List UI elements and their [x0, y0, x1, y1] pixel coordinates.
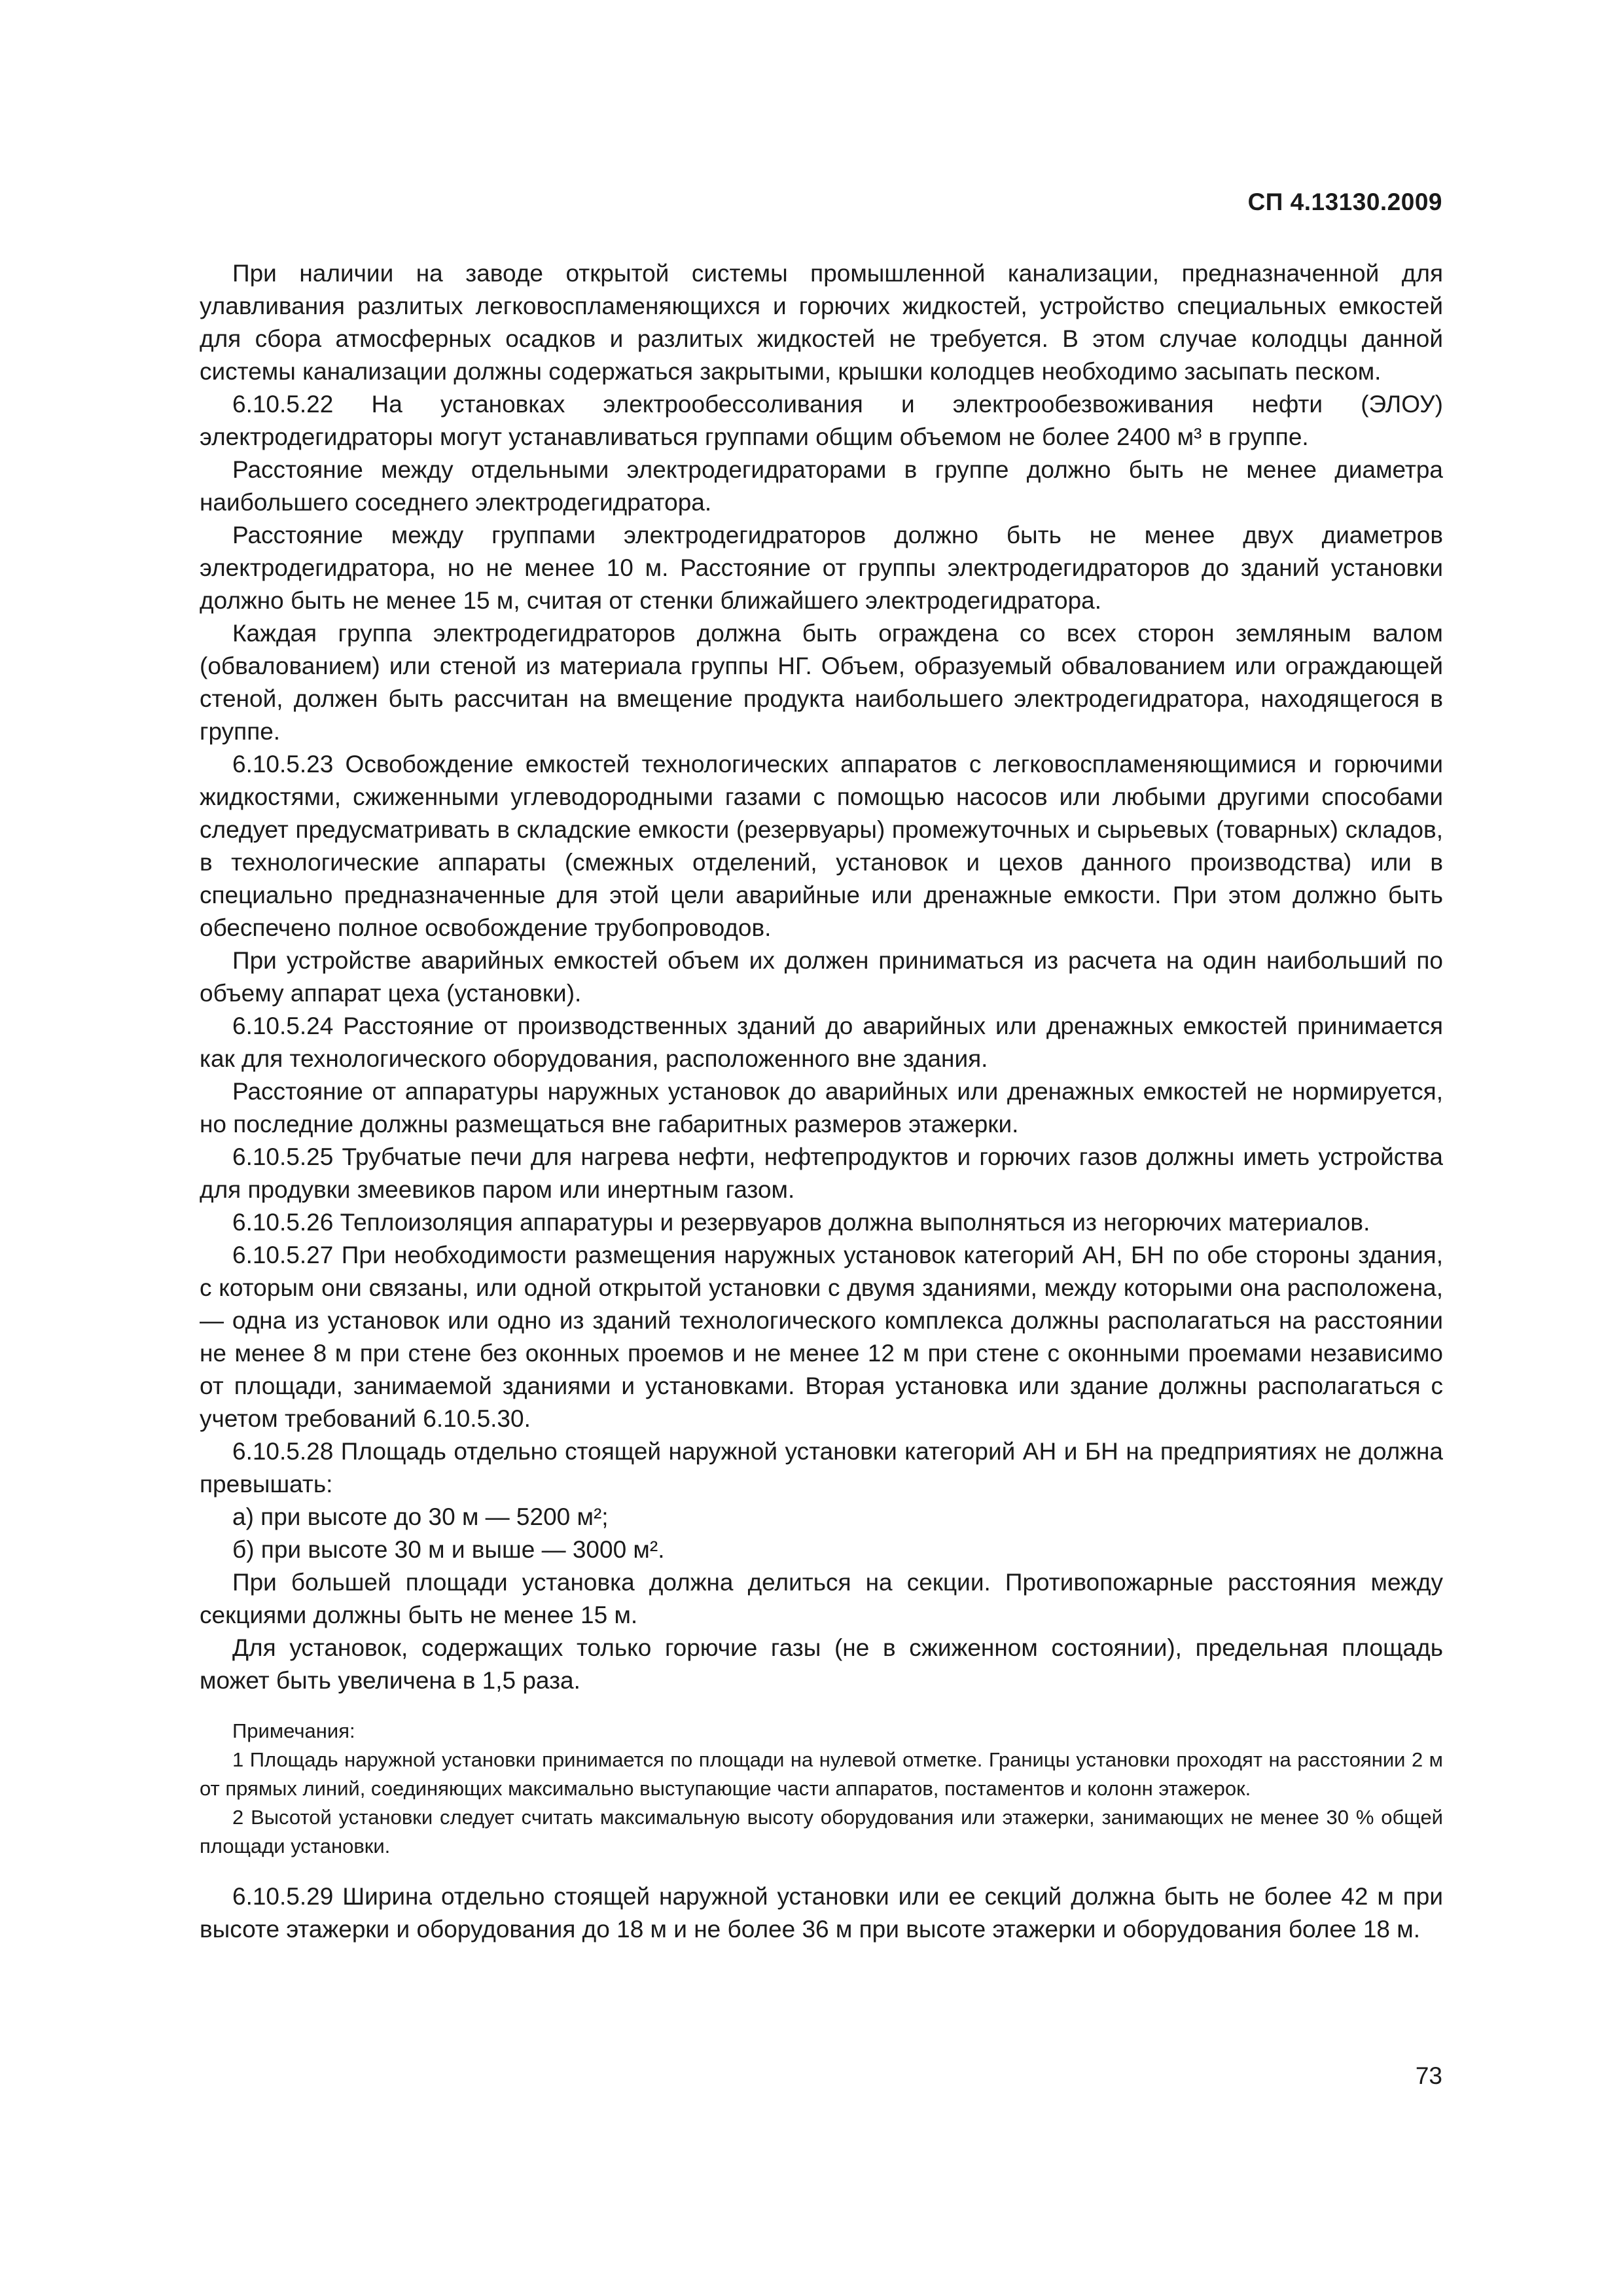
paragraph: 6.10.5.24 Расстояние от производственных зданий до аварийных или дренажных емкостей принимается как для технологического оборудования, расположенного вне здания. — [200, 1013, 1443, 1072]
paragraph: 6.10.5.27 При необходимости размещения наружных установок категорий АН, БН по обе стороны здания, с которым они связаны, или одной открытой установки с двумя зданиями, между которыми она расположена, — одна из установок или одно из зданий технологического комплекса должны располагаться на расстоянии не менее 8 м при стене без оконных проемов и не менее 12 м при стене с оконными проемами независимо от площади, занимаемой зданиями и установками. Вторая установка или здание должны располагаться с учетом требований 6.10.5.30. — [200, 1242, 1443, 1432]
paragraph: 6.10.5.23 Освобождение емкостей технологических аппаратов с легковоспламеняющимися и горючими жидкостями, сжиженными углеводородными газами с помощью насосов или любыми другими способами следует предусматривать в складские емкости (резервуары) промежуточных и сырьевых (товарных) складов, в технологические аппараты (смежных отделений, установок и цехов данного производства) или в специально предназначенные для этой цели аварийные или дренажные емкости. При этом должно быть обеспечено полное освобождение трубопроводов. — [200, 751, 1443, 941]
paragraph: Расстояние между группами электродегидраторов должно быть не менее двух диаметров электродегидратора, но не менее 10 м. Расстояние от группы электродегидраторов до зданий установки должно быть не менее 15 м, считая от стенки ближайшего электродегидратора. — [200, 522, 1443, 614]
note-item: 1 Площадь наружной установки принимается по площади на нулевой отметке. Границы установки проходят на расстоянии 2 м от прямых линий, соединяющих максимально выступающие части аппаратов, постаментов и колонн этажерок. — [200, 1748, 1443, 1800]
paragraph: Для установок, содержащих только горючие газы (не в сжиженном состоянии), предельная площадь может быть увеличена в 1,5 раза. — [200, 1634, 1443, 1694]
list-item: а) при высоте до 30 м — 5200 м²; — [232, 1503, 609, 1530]
paragraph: 6.10.5.25 Трубчатые печи для нагрева нефти, нефтепродуктов и горючих газов должны иметь устройства для продувки змеевиков паром или инертным газом. — [200, 1143, 1443, 1203]
page-number: 73 — [1415, 2062, 1442, 2089]
paragraph: При наличии на заводе открытой системы промышленной канализации, предназначенной для улавливания разлитых легковоспламеняющихся и горючих жидкостей, устройство специальных емкостей для сбора атмосферных осадков и разлитых жидкостей не требуется. В этом случае колодцы данной системы канализации должны содержаться закрытыми, крышки колодцев необходимо засыпать песком. — [200, 260, 1443, 385]
note-item: 2 Высотой установки следует считать максимальную высоту оборудования или этажерки, занимающих не менее 30 % общей площади установки. — [200, 1806, 1443, 1857]
notes-section — [200, 1717, 1443, 1861]
paragraph: 6.10.5.28 Площадь отдельно стоящей наружной установки категорий АН и БН на предприятиях не должна превышать: — [200, 1438, 1443, 1498]
paragraph: Каждая группа электродегидраторов должна быть ограждена со всех сторон земляным валом (обвалованием) или стеной из материала группы НГ. Объем, образуемый обвалованием или ограждающей стеной, должен быть рассчитан на вмещение продукта наибольшего электродегидратора, находящегося в группе. — [200, 620, 1443, 745]
document-code: СП 4.13130.2009 — [1247, 188, 1442, 215]
paragraph: При большей площади установка должна делиться на секции. Противопожарные расстояния между секциями должны быть не менее 15 м. — [200, 1569, 1443, 1628]
paragraph: При устройстве аварийных емкостей объем их должен приниматься из расчета на один наибольший по объему аппарат цеха (установки). — [200, 947, 1443, 1007]
list-item: б) при высоте 30 м и выше — 3000 м². — [232, 1536, 665, 1563]
paragraph: 6.10.5.29 Ширина отдельно стоящей наружной установки или ее секций должна быть не более 42 м при высоте этажерки и оборудования до 18 м и не более 36 м при высоте этажерки и оборудования более 18 м. — [200, 1883, 1443, 1943]
main-text — [200, 257, 1443, 1946]
paragraph: Расстояние между отдельными электродегидраторами в группе должно быть не менее диаметра наибольшего соседнего электродегидратора. — [200, 456, 1443, 516]
notes-title: Примечания: — [232, 1719, 355, 1742]
paragraph: Расстояние от аппаратуры наружных установок до аварийных или дренажных емкостей не нормируется, но последние должны размещаться вне габаритных размеров этажерки. — [200, 1078, 1443, 1138]
paragraph: 6.10.5.22 На установках электрообессоливания и электрообезвоживания нефти (ЭЛОУ) электродегидраторы могут устанавливаться группами общим объемом не более 2400 м³ в группе. — [200, 391, 1443, 450]
paragraph: 6.10.5.26 Теплоизоляция аппаратуры и резервуаров должна выполняться из негорючих материалов. — [232, 1209, 1370, 1236]
